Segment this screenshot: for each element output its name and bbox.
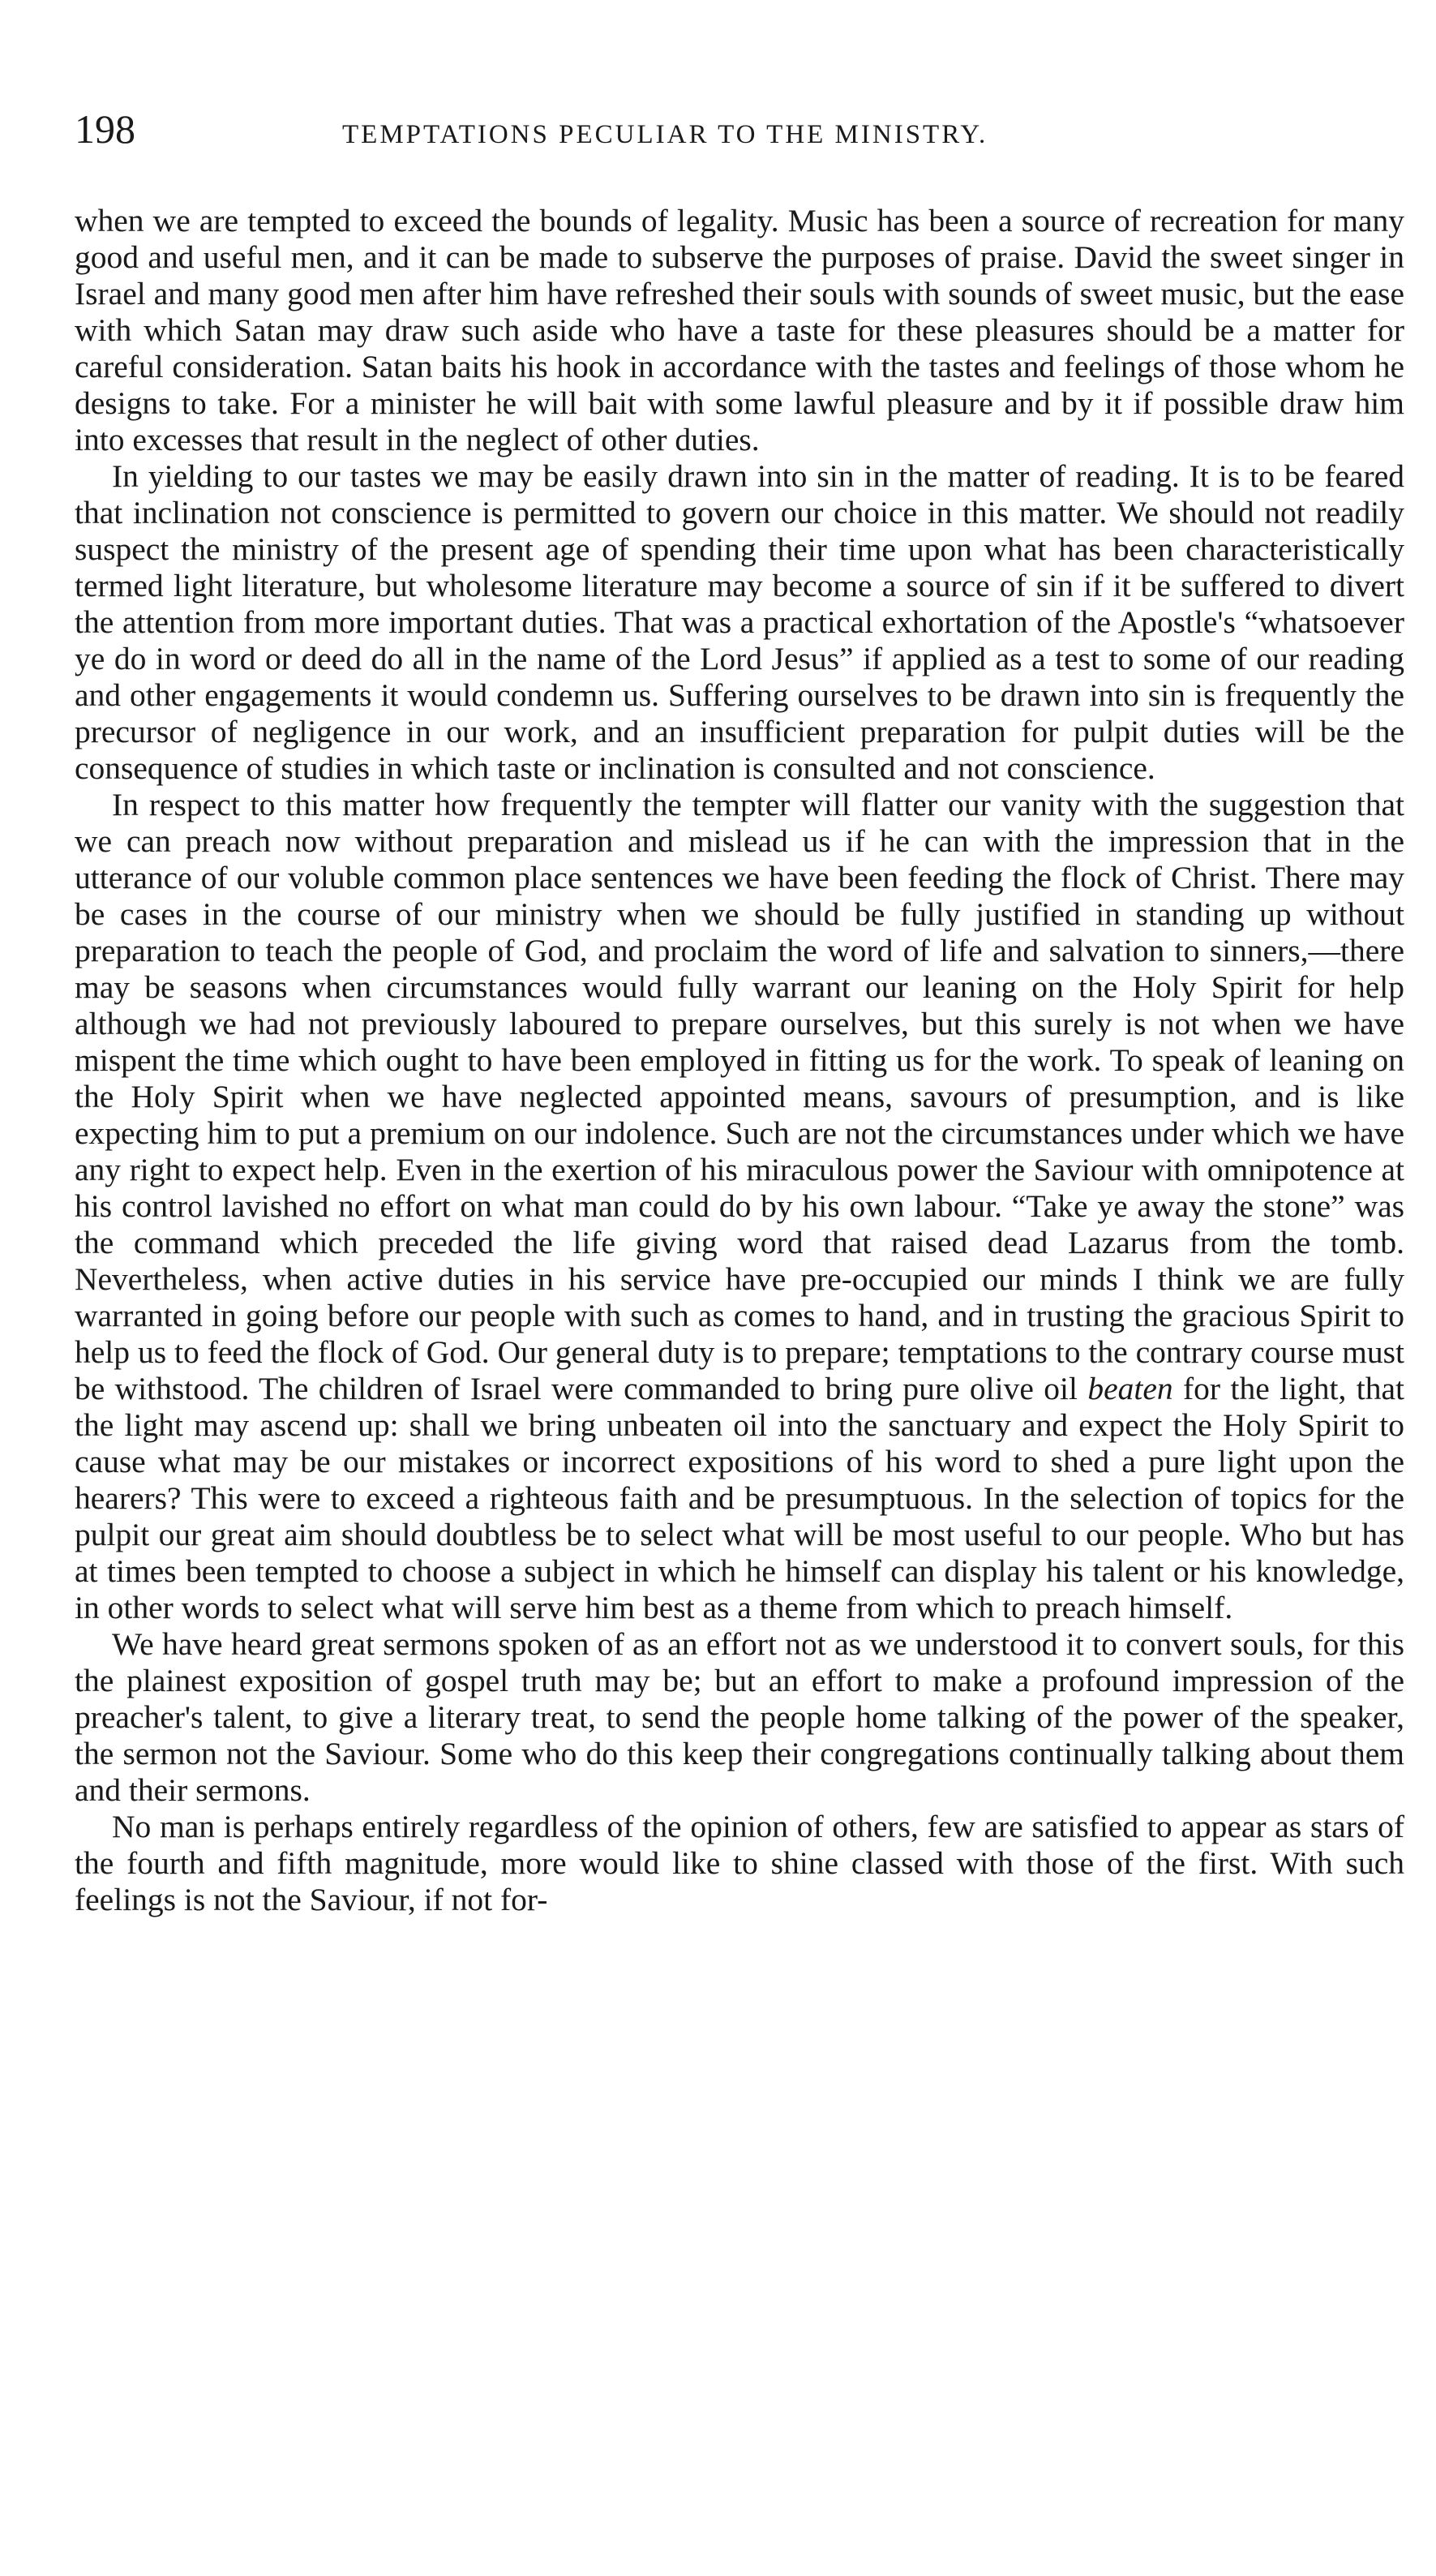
paragraph-3-text-a: In respect to this matter how frequently the tempter will flatter our vanity with the suggestion that we can preach now without preparation and mislead us if he can with the impression that in the utterance of our voluble common place sentences we have been feeding the flock of Christ. There may be cases in the course of our ministry when we should be fully justified in standing up without preparation to teach the people of God, and proclaim the word of life and salvation to sinners,—there may be seasons when circumstances would fully warrant our leaning on the Holy Spirit for help although we had not previously laboured to prepare ourselves, but this surely is not when we have mispent the time which ought to have been employed in fitting us for the work. To speak of leaning on the Holy Spirit when we have neglected appointed means, savours of presumption, and is like expecting him to put a premium on our indolence. Such are not the circumstances under which we have any right to expect help. Even in the exertion of his miraculous power the Saviour with omnipotence at his control lavished no effort on what man could do by his own labour. “Take ye away the stone” was the command which preceded the life giving word that raised dead Lazarus from the tomb. Nevertheless, when active duties in his service have pre-occupied our minds I think we are fully warranted in going before our people with such as comes to hand, and in trusting the gracious Spirit to help us to feed the flock of God. Our general duty is to prepare; temptations to the contrary course must be withstood. The children of Israel were commanded to bring pure olive oil [75, 787, 1404, 1406]
italic-word-beaten: beaten [1087, 1371, 1173, 1406]
paragraph-1: when we are tempted to exceed the bounds of legality. Music has been a source of recreation for many good and useful men, and it can be made to subserve the purposes of praise. David the sweet singer in Israel and many good men after him have refreshed their souls with sounds of sweet music, but the ease with which Satan may draw such aside who have a taste for these pleasures should be a matter for careful consideration. Satan baits his hook in accordance with the tastes and feelings of those whom he designs to take. For a minister he will bait with some lawful pleasure and by it if possible draw him into excesses that result in the neglect of other duties. [75, 203, 1404, 457]
page-number: 198 [75, 106, 135, 152]
book-page [75, 105, 1404, 1918]
page-header [75, 105, 1404, 170]
paragraph-2: In yielding to our tastes we may be easily drawn into sin in the matter of reading. It is to be feared that inclination not conscience is permitted to govern our choice in this matter. We should not readily suspect the ministry of the present age of spending their time upon what has been characteristically termed light literature, but wholesome literature may become a source of sin if it be suffered to divert the attention from more important duties. That was a practical exhortation of the Apostle's “whatsoever ye do in word or deed do all in the name of the Lord Jesus” if applied as a test to some of our reading and other engagements it would condemn us. Suffering ourselves to be drawn into sin is frequently the precursor of negligence in our work, and an insufficient preparation for pulpit duties will be the consequence of studies in which taste or inclination is consulted and not conscience. [75, 458, 1404, 786]
paragraph-3 [75, 787, 1404, 1626]
running-head: TEMPTATIONS PECULIAR TO THE MINISTRY. [342, 120, 988, 149]
paragraph-3-text-b: for the light, that the light may ascend up: shall we bring unbeaten oil into the sanctuary and expect the Holy Spirit to cause what may be our mistakes or incorrect expositions of his word to shed a pure light upon the hearers? This were to exceed a righteous faith and be presumptuous. In the selection of topics for the pulpit our great aim should doubtless be to select what will be most useful to our people. Who but has at times been tempted to choose a subject in which he himself can display his talent or his knowledge, in other words to select what will serve him best as a theme from which to preach himself. [75, 1371, 1405, 1625]
paragraph-5: No man is perhaps entirely regardless of the opinion of others, few are satisfied to appear as stars of the fourth and fifth magnitude, more would like to shine classed with those of the first. With such feelings is not the Saviour, if not for- [75, 1809, 1404, 1917]
body-text [75, 203, 1404, 1918]
paragraph-4: We have heard great sermons spoken of as an effort not as we understood it to convert souls, for this the plainest exposition of gospel truth may be; but an effort to make a profound impression of the preacher's talent, to give a literary treat, to send the people home talking of the power of the speaker, the sermon not the Saviour. Some who do this keep their congregations continually talking about them and their sermons. [75, 1626, 1404, 1808]
